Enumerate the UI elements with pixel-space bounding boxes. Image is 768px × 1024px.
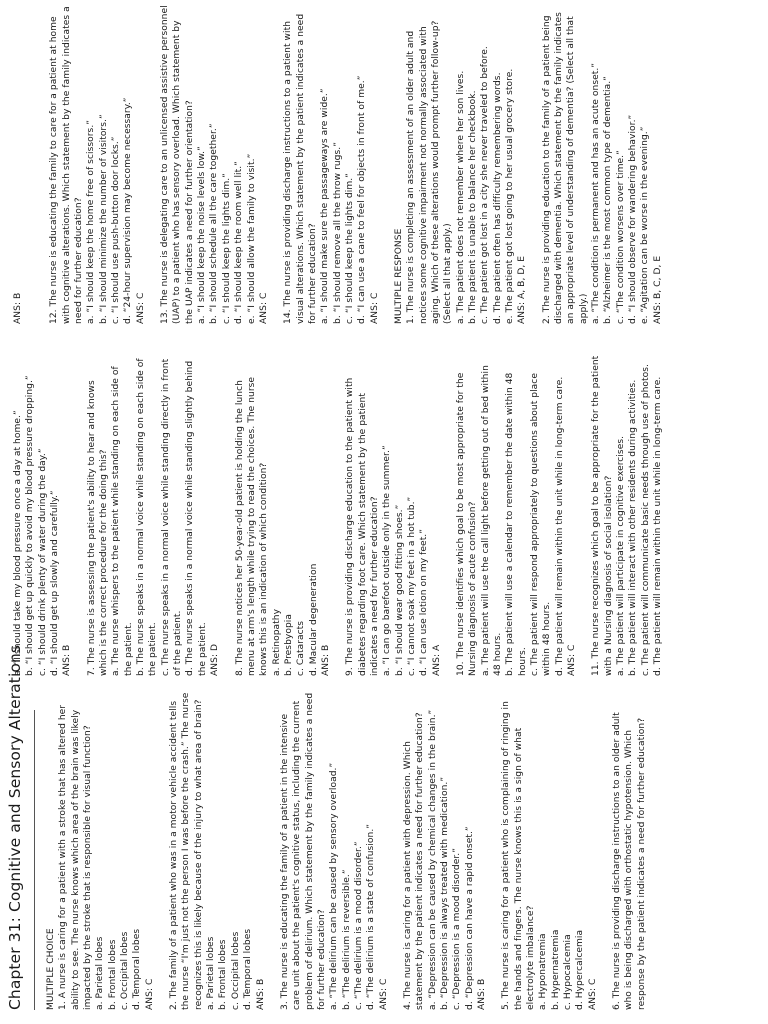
question-11-answer bbox=[12, 4, 24, 324]
answer-key: ANS: C bbox=[567, 644, 578, 676]
answer-option: d. Hypercalcemia bbox=[575, 929, 586, 1010]
answer-option: a. Parietal lobes bbox=[206, 936, 217, 1010]
answer-key: ANS: C bbox=[369, 292, 380, 324]
answer-key: ANS: B bbox=[13, 292, 23, 324]
answer-option: b. “I should schedule all the care together.” bbox=[209, 123, 220, 324]
question-8 bbox=[234, 354, 333, 676]
answer-option: b. “Alzheimer is the most common type of dementia.” bbox=[603, 76, 614, 324]
answer-key: ANS: B bbox=[255, 978, 266, 1010]
answer-option: c. “The condition worsens over time.” bbox=[615, 150, 626, 324]
column-1 bbox=[45, 692, 660, 1010]
question-stem: 10. The nurse identifies which goal to be most appropriate for the Nursing diagnosis of acute confusion? bbox=[456, 372, 479, 676]
question-stem: 4. The nurse is caring for a patient with depression. Which statement by the patient indicates a need for further education? bbox=[402, 712, 426, 1010]
question-14 bbox=[282, 4, 381, 324]
question-6 bbox=[611, 692, 648, 1010]
question-stem: 9. The nurse is providing discharge education to the patient with diabetes regarding foot care. Which statement by the patient indicates a need for further education? bbox=[345, 377, 380, 676]
answer-key: ANS: C bbox=[587, 978, 598, 1010]
question-3 bbox=[279, 692, 390, 1010]
section-heading: MULTIPLE RESPONSE bbox=[393, 228, 404, 324]
answer-option: d. “I should get up slowly and carefully.” bbox=[50, 490, 61, 676]
answer-option: e. “I should allow the family to visit.” bbox=[246, 153, 257, 324]
question-stem: 7. The nurse is assessing the patient's ability to hear and knows which is the correct procedure for the doing this? bbox=[86, 380, 110, 676]
answer-option: d. Temporal lobes bbox=[132, 928, 143, 1010]
answer-option: d. The patient will remain within the unit while in long-term care. bbox=[653, 376, 664, 676]
answer-option: a. Parietal lobes bbox=[95, 936, 106, 1010]
answer-option: d. The nurse speaks in a normal voice while standing slightly behind the patient. bbox=[185, 360, 208, 676]
answer-option: c. The patient will communicate basic needs through use of photos. bbox=[640, 364, 651, 676]
answer-option: c. The nurse speaks in a normal voice while standing directly in front of the patient. bbox=[160, 358, 184, 676]
question-stem: 1. The nurse is completing an assessment of an older adult and notices some cognitive impairment not normally associated with aging. Which of these alterations would prompt further follow-up? (Select all that apply.) bbox=[406, 20, 454, 324]
answer-key: ANS: C bbox=[378, 978, 389, 1010]
question-stem: 3. The nurse is educating the family of a patient in the intensive care unit about the patient's cognitive status, including the current problem of delirium. Which statement by the family indicates a need for further education? bbox=[279, 692, 327, 1010]
question-1 bbox=[57, 692, 156, 1010]
answer-option: c. “I should use push-button door locks.” bbox=[111, 136, 122, 324]
answer-option: b. The patient will use a calendar to remember the date within 48 hours. bbox=[505, 372, 528, 676]
title-divider bbox=[34, 710, 35, 1010]
question-10 bbox=[455, 354, 578, 676]
answer-option: b. The patient is unable to balance her checkbook. bbox=[468, 90, 478, 324]
answer-key: ANS: C bbox=[258, 292, 269, 324]
answer-option: d. “I can use a cane to feel for objects in front of me.” bbox=[357, 75, 368, 324]
question-stem: 6. The nurse is providing discharge instructions to an older adult who is being discharged with orthostatic hypotension. Which response by the patient indicates a need for further education? bbox=[612, 712, 647, 1010]
answer-option: b. Frontal lobes bbox=[218, 939, 229, 1010]
answer-option: b. “Depression is always treated with medication.” bbox=[439, 776, 450, 1010]
question-9 bbox=[344, 354, 443, 676]
answer-option: c. The patient will respond appropriately to questions about place within 48 hours. bbox=[530, 373, 553, 676]
answer-option: c. “I should keep the lights dim.” bbox=[221, 173, 232, 324]
answer-option: b. Hypernatremia bbox=[550, 929, 561, 1010]
question-2 bbox=[168, 692, 267, 1010]
question-12 bbox=[48, 4, 147, 324]
answer-option: d. Macular degeneration bbox=[308, 563, 319, 676]
answer-option: c. Occipital lobes bbox=[230, 931, 241, 1010]
answer-option: a. “I should make sure the passageways are wide.” bbox=[320, 88, 331, 324]
answer-option: d. “The delirium is a state of confusion.” bbox=[366, 823, 377, 1010]
answer-option: b. The nurse speaks in a normal voice while standing on each side of the patient. bbox=[136, 358, 159, 676]
question-stem: 11. The nurse recognizes which goal to be appropriate for the patient with a Nursing diagnosis of social isolation? bbox=[591, 355, 614, 676]
answer-option: a. “I should keep the noise levels low.” bbox=[197, 146, 208, 324]
answer-option: a. “The condition is permanent and has an acute onset.” bbox=[591, 62, 602, 324]
section-heading: MULTIPLE CHOICE bbox=[46, 928, 56, 1010]
answer-key: ANS: B bbox=[477, 978, 487, 1010]
answer-option: c. Cataracts bbox=[296, 620, 307, 676]
question-6-continued bbox=[12, 354, 74, 676]
answer-option: a. “I should keep the home free of scissors.” bbox=[86, 119, 97, 324]
answer-option: b. “The delirium is reversible.” bbox=[341, 869, 352, 1010]
answer-option: c. Hypocalcemia bbox=[563, 934, 574, 1010]
answer-option: d. “Depression can have a rapid onset.” bbox=[464, 826, 475, 1010]
question-stem: 2. The family of a patient who was in a motor vehicle accident tells the nurse “I'm just not the person I was before the crash.” The nurse recognizes this is likely because of the injury to what area of brain? bbox=[169, 692, 204, 1010]
question-stem: 13. The nurse is delegating care to an unlicensed assistive personnel (UAP) to a patient who has sensory overload. Which statement by the UAP indicates a need for further orientation? bbox=[160, 5, 195, 324]
multiple-response-2 bbox=[541, 4, 664, 324]
answer-option: a. Retinopathy bbox=[271, 608, 282, 676]
answer-option: b. “I should minimize the number of visitors.” bbox=[98, 114, 109, 324]
question-13 bbox=[159, 4, 270, 324]
answer-option: a. “Depression can be caused by chemical changes in the brain.” bbox=[427, 709, 438, 1010]
answer-key: ANS: A bbox=[431, 644, 442, 676]
answer-key: ANS: D bbox=[210, 643, 221, 676]
answer-option: d. “I can use lotion on my feet.” bbox=[419, 528, 430, 676]
question-stem: 1. A nurse is caring for a patient with a stroke that has altered her ability to see. The nurse knows which area of the brain was likely impacted by the stroke that is responsible for visual function? bbox=[58, 704, 94, 1010]
question-11 bbox=[590, 354, 664, 676]
answer-option: b. “I should remove all the throw rugs.” bbox=[332, 142, 343, 324]
answer-option: c. “I should drink plenty of water during the day.” bbox=[37, 448, 48, 676]
answer-option: d. The patient often has difficulty remembering words. bbox=[492, 72, 503, 324]
column-2 bbox=[12, 354, 677, 676]
answer-option: c. “Depression is a mood disorder.” bbox=[452, 847, 463, 1010]
answer-option: a. The patient will use the call light before getting out of bed within 48 hours. bbox=[480, 365, 504, 676]
answer-option: a. The patient will participate in cognitive exercises. bbox=[616, 435, 627, 676]
answer-option: c. “The delirium is a mood disorder.” bbox=[353, 841, 364, 1010]
question-stem: 5. The nurse is caring for a patient who is complaining of ringing in the hands and fingers. The nurse knows this is a sign of what electrolyte imbalance? bbox=[501, 701, 537, 1010]
answer-option: d. The patient will remain within the unit while in long-term care. bbox=[554, 376, 565, 676]
answer-option: e. The patient got lost going to her usual grocery store. bbox=[505, 68, 516, 324]
question-stem: 8. The nurse notices her 50-year-old patient is holding the lunch menu at arm's length while trying to read the choices. The nurse knows this is an indication of which condition? bbox=[234, 376, 270, 676]
answer-option: a. Hyponatremia bbox=[538, 933, 549, 1010]
answer-option: a. The nurse whispers to the patient while standing on each side of the patient. bbox=[111, 366, 134, 676]
column-3 bbox=[12, 4, 676, 324]
answer-option: c. “I cannot soak my feet in a hot tub.” bbox=[406, 496, 417, 676]
answer-option: a. “I can go barefoot outside only in the summer.” bbox=[382, 445, 393, 676]
answer-option: b. “I should get up quickly to avoid my blood pressure dropping.” bbox=[25, 375, 36, 676]
answer-option: d. “24-hour supervision may become necessary.” bbox=[123, 97, 134, 324]
answer-option: d. “I should keep the room well lit.” bbox=[234, 161, 245, 324]
question-stem: 2. The nurse is providing education to the family of a patient being discharged with dementia. Which statement by the family indicates an appropriate level of understanding of dementia? (Select all that apply.) bbox=[541, 12, 589, 324]
answer-option: b. “I should wear good fitting shoes.” bbox=[394, 504, 405, 676]
answer-key: ANS: C bbox=[144, 978, 155, 1010]
question-4 bbox=[402, 692, 488, 1010]
spacer bbox=[36, 4, 48, 324]
answer-option: a. “I should take my blood pressure once a day at home.” bbox=[13, 410, 23, 676]
answer-option: a. The patient does not remember where her son lives. bbox=[455, 70, 466, 324]
answer-option: d. Temporal lobes bbox=[243, 928, 254, 1010]
answer-key: ANS: B bbox=[62, 644, 73, 676]
answer-option: c. Occipital lobes bbox=[120, 931, 131, 1010]
question-7 bbox=[86, 354, 222, 676]
answer-key: ANS: A, B, D, E bbox=[517, 255, 528, 324]
question-stem: 14. The nurse is providing discharge instructions to a patient with visual alterations. Which statement by the patient indicates a need for further education? bbox=[283, 13, 318, 324]
question-stem: 12. The nurse is educating the family to care for a patient at home with cognitive alterations. Which statement by the family indicates a need for further education? bbox=[49, 6, 85, 324]
answer-option: b. Presbyopia bbox=[283, 614, 294, 676]
answer-option: d. “I should observe for wandering behavior.” bbox=[628, 114, 639, 324]
question-5 bbox=[500, 692, 599, 1010]
answer-option: c. “I should keep the lights dim.” bbox=[344, 173, 355, 324]
answer-option: b. The patient will interact with other residents during activities. bbox=[628, 379, 639, 676]
answer-option: c. The patient got lost in a city she never traveled to before. bbox=[480, 46, 491, 324]
answer-option: e. “Agitation can be worse in the evening.” bbox=[640, 126, 651, 324]
answer-key: ANS: B bbox=[320, 644, 331, 676]
multiple-response-1 bbox=[405, 4, 528, 324]
answer-option: b. Frontal lobes bbox=[107, 939, 118, 1010]
answer-option: a. “The delirium can be caused by sensory overload.” bbox=[329, 762, 340, 1010]
answer-key: ANS: B, C, D, E bbox=[652, 255, 663, 324]
page-title: Chapter 31: Cognitive and Sensory Alterations bbox=[6, 644, 24, 1010]
answer-key: ANS: C bbox=[135, 292, 146, 324]
